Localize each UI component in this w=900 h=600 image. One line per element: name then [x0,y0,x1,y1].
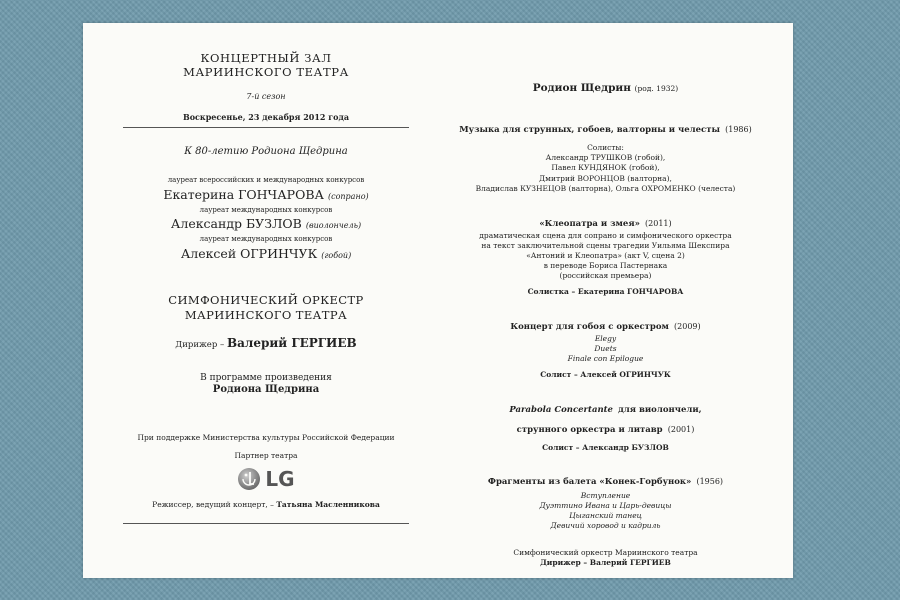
closing-orchestra: Симфонический оркестр Мариинского театра [513,548,698,558]
performer-role: (виолончель) [305,221,362,231]
hall-title [123,51,409,80]
movement: Дуэттино Ивана и Царь-девицы [539,501,672,510]
lg-face-icon [237,467,261,491]
laureate-note: лауреат международных конкурсов [199,205,333,214]
soloist: Солист – Александр БУЗЛОВ [542,442,669,452]
laureate-note: лауреат всероссийских и международных конкурсов [167,176,365,185]
work-title [443,469,768,489]
composer-heading [443,82,768,95]
lg-logo-text: LG [265,466,295,491]
work-title-line-2 [443,417,768,437]
text-line: (российская премьера) [559,271,652,281]
text-line: Дмитрий ВОРОНЦОВ (валторна), [539,173,672,183]
performer [123,246,409,262]
ministry-support: При поддержке Министерства культуры Российской Федерации [137,432,395,442]
work-title [443,211,768,231]
conductor [123,336,409,351]
text-line: в переводе Бориса Пастернака [543,261,668,271]
work-title [443,397,768,417]
right-page [443,23,768,567]
performer [123,216,409,232]
work-title-italic: Parabola Concertante [509,404,613,415]
work-movements [443,334,768,364]
text-line: Солисты: [587,143,624,153]
text-line: «Антоний и Клеопатра» (акт V, сцена 2) [526,251,685,260]
work-title-text: Концерт для гобоя с оркестром [510,321,669,332]
performer-name: Александр БУЗЛОВ [170,216,302,232]
laureate-note: лауреат международных конкурсов [199,235,333,243]
work-year: (2009) [674,321,701,331]
director-name: Татьяна Масленникова [276,499,380,509]
lg-logo [123,467,409,491]
work-title-text: струнного оркестра и литавр [516,424,663,435]
work-title [443,117,768,137]
work-year: (2011) [645,218,672,228]
partner-label: Партнер театра [234,451,298,461]
occasion: К 80-летию Родиона Щедрина [184,145,348,157]
movement: Вступление [580,490,631,500]
soloist: Солист – Алексей ОГРИНЧУК [540,370,671,380]
closing-credits [443,548,768,567]
movement: Elegy [594,333,617,343]
text-line: на текст заключительной сцены трагедии Уильяма Шекспира [481,240,730,250]
movement: Duets [594,343,617,353]
movement: Finale con Epilogue [567,354,644,363]
composer-years: (род. 1932) [634,84,679,93]
program-sheet [83,23,793,578]
movement: Девичий хоровод и кадриль [550,521,661,531]
performer-role: (гобой) [321,250,352,260]
text-line: Александр ТРУШКОВ (гобой), [545,153,666,163]
work-performers [443,143,768,194]
performer-name: Алексей ОГРИНЧУК [180,245,318,261]
work-movements [443,491,768,532]
performer-role: (сопрано) [327,192,369,201]
season: 7-й сезон [246,91,286,101]
director-credit [123,500,409,509]
orchestra-title-line-1: СИМФОНИЧЕСКИЙ ОРКЕСТР [168,293,364,308]
work-description [443,231,768,282]
movement: Цыганский танец [569,511,642,521]
divider-bottom [123,523,409,524]
work-year: (2001) [667,424,695,434]
conductor-name: Валерий ГЕРГИЕВ [226,336,357,351]
hall-title-line-2: МАРИИНСКОГО ТЕАТРА [183,65,349,80]
director-label: Режиссер, ведущий концерт, – [152,499,274,509]
composer-name: Родион Щедрин [532,82,631,94]
work-year: (1956) [696,476,724,486]
text-line: драматическая сцена для сопрано и симфонического оркестра [479,230,732,240]
conductor-label: Дирижер – [175,340,225,351]
divider-top [123,127,409,128]
hall-title-line-1: КОНЦЕРТНЫЙ ЗАЛ [200,51,332,65]
text-line: Павел КУНДЯНОК (гобой), [551,163,660,173]
performer-name: Екатерина ГОНЧАРОВА [163,187,324,202]
program-intro: В программе произведения [200,373,332,384]
soloist: Солистка – Екатерина ГОНЧАРОВА [527,287,684,297]
program-composer: Родиона Щедрина [212,384,320,396]
work-title-text: Музыка для струнных, гобоев, валторны и челесты [459,125,721,136]
orchestra-title-line-2: МАРИИНСКОГО ТЕАТРА [184,307,348,322]
work-title-text: «Клеопатра и змея» [539,218,640,229]
closing-conductor: Дирижер – Валерий ГЕРГИЕВ [540,557,671,567]
work-title-text: Фрагменты из балета «Конек-Горбунок» [487,476,692,487]
performer [123,187,409,203]
orchestra-title [123,293,409,322]
left-page [123,23,409,524]
work-year: (1986) [725,125,752,135]
text-line: Владислав КУЗНЕЦОВ (валторна), Ольга ОХРОМЕНКО (челеста) [475,183,736,193]
work-title [443,314,768,334]
work-title-text: для виолончели, [618,404,702,415]
concert-date: Воскресенье, 23 декабря 2012 года [182,111,350,122]
